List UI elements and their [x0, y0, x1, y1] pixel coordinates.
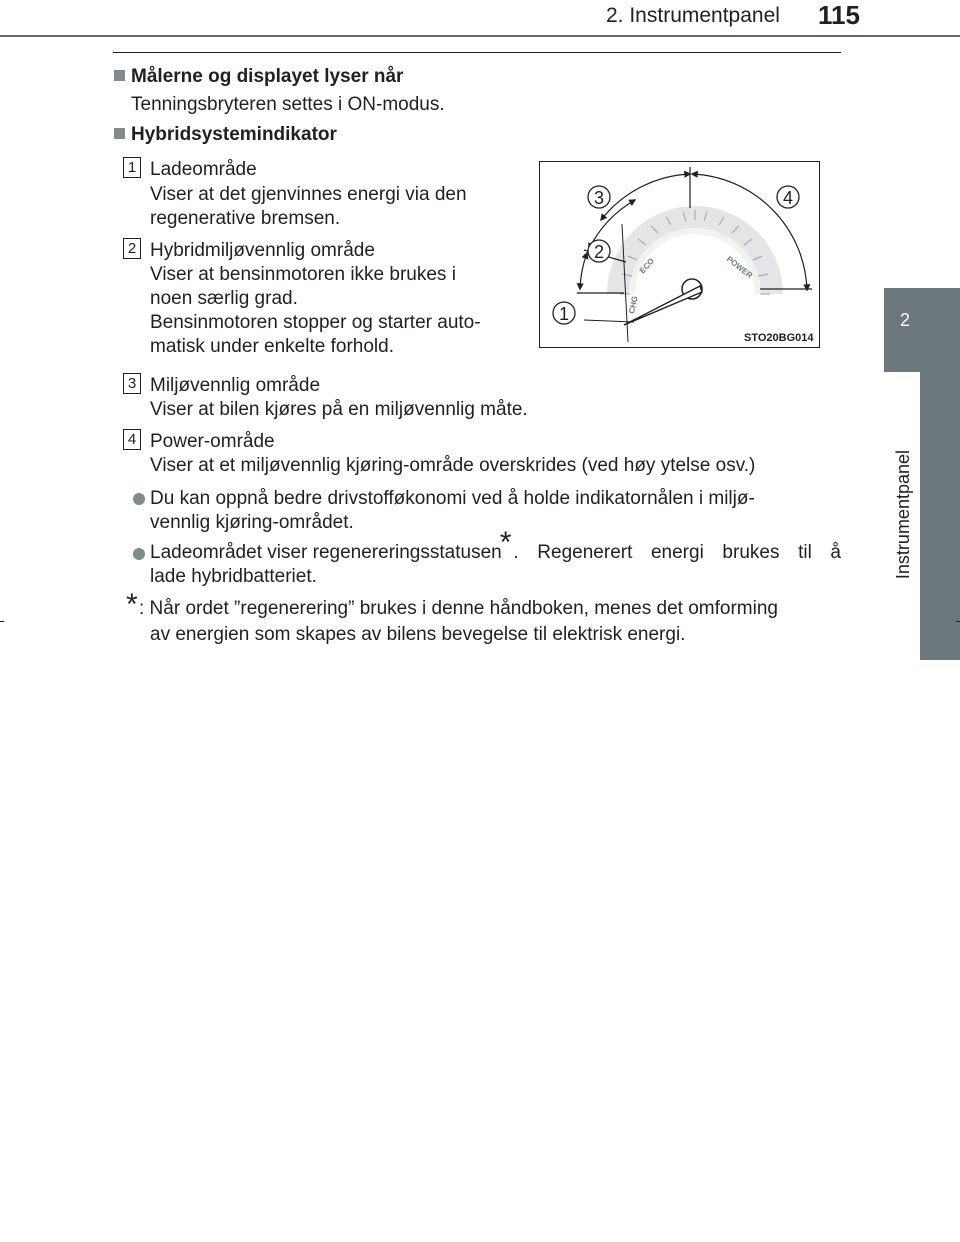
callout-4-label: 4 — [782, 188, 794, 208]
callout-1-label: 1 — [558, 304, 570, 324]
bullet-text: lade hybridbatteriet. — [150, 566, 317, 587]
side-tab-number: 2 — [899, 310, 910, 330]
item-description: Bensinmotoren stopper og starter auto- — [150, 312, 481, 333]
item-description: noen særlig grad. — [150, 288, 298, 309]
item-description: regenerative bremsen. — [150, 208, 341, 229]
footnote-text: : Når ordet ”regenerering” brukes i denne håndboken, menes det omforming — [139, 598, 778, 619]
callout-2-label: 2 — [593, 242, 605, 262]
bullet-dot-icon — [133, 548, 145, 560]
side-tab-label: Instrumentpanel — [892, 450, 913, 580]
gauge-label-chg: CHG — [627, 295, 640, 315]
bullet-dot-icon — [133, 493, 145, 505]
bullet-text-part: . Regenerert energi brukes til å — [513, 542, 841, 563]
item-number-badge: 3 — [123, 373, 141, 394]
section-heading-text: Målerne og displayet lyser når — [131, 66, 404, 87]
item-description: Viser at bilen kjøres på en miljøvennlig måte. — [150, 399, 528, 420]
item-description: matisk under enkelte forhold. — [150, 336, 394, 357]
section-text: Tenningsbryteren settes i ON-modus. — [131, 94, 445, 115]
footnote-star: * — [126, 588, 138, 621]
page-number: 115 — [818, 0, 860, 30]
section-heading-hybrid — [114, 124, 337, 146]
figure-code: STO20BG014 — [744, 332, 814, 344]
content-top-rule — [113, 52, 841, 53]
gauge-label-eco: ECO — [637, 256, 657, 276]
item-title: Power-område — [150, 431, 275, 452]
running-header-section: 2. Instrumentpanel — [606, 4, 780, 27]
item-number-badge: 4 — [123, 429, 141, 450]
item-description: Viser at et miljøvennlig kjøring-område overskrides (ved høy ytelse osv.) — [150, 455, 756, 476]
crop-mark-right — [956, 621, 960, 622]
bullet-text: vennlig kjøring-området. — [150, 512, 354, 533]
bullet-text — [150, 526, 841, 565]
hybrid-indicator-gauge-illustration — [540, 162, 819, 347]
item-title: Ladeområde — [150, 159, 257, 180]
item-number-badge: 1 — [123, 157, 141, 178]
header-rule — [0, 35, 960, 37]
section-heading-text: Hybridsystemindikator — [131, 124, 337, 145]
footnote-text: av energien som skapes av bilens bevegelse til elektrisk energi. — [150, 624, 686, 645]
section-heading-gauges — [114, 66, 403, 88]
item-title: Hybridmiljøvennlig område — [150, 240, 375, 261]
bullet-text-part: Ladeområdet viser regenereringsstatusen — [150, 542, 502, 563]
heading-square-icon — [114, 70, 125, 81]
item-title: Miljøvennlig område — [150, 375, 321, 396]
item-number-badge: 2 — [123, 238, 141, 259]
hybrid-indicator-figure — [539, 161, 820, 348]
heading-square-icon — [114, 128, 125, 139]
bullet-text: Du kan oppnå bedre drivstofføkonomi ved å holde indikatornålen i miljø- — [150, 488, 755, 509]
side-tab-label-wrap — [887, 380, 919, 650]
crop-mark-left — [0, 621, 4, 622]
callout-3-label: 3 — [593, 188, 605, 208]
gauge-label-power: POWER — [724, 254, 755, 281]
item-description: Viser at det gjenvinnes energi via den — [150, 184, 467, 205]
zone-arc-1 — [580, 253, 587, 289]
superscript-star: * — [499, 526, 512, 559]
item-description: Viser at bensinmotoren ikke brukes i — [150, 264, 456, 285]
